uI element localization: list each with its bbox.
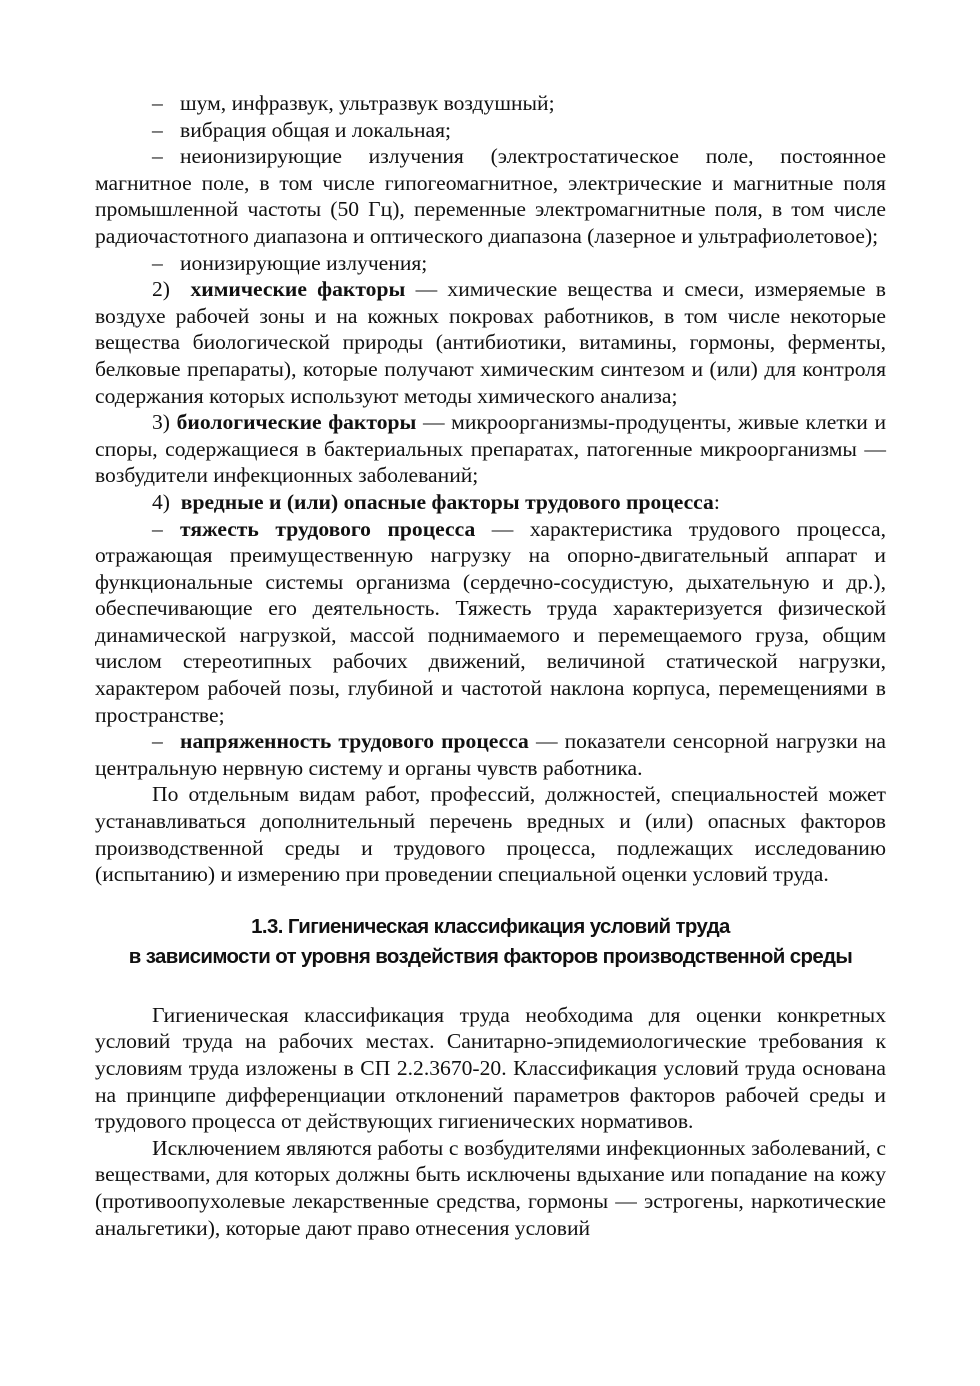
term-labor-intensity: напряженность трудового процесса <box>180 729 529 754</box>
section-heading-line1: 1.3. Гигиеническая классификация условий труда <box>251 915 730 938</box>
dash-marker: – <box>152 729 163 754</box>
definition-text: — микроорганизмы-продуценты, живые клетки и споры, содержащиеся в бактериальных препаратах, патогенные микроорганизмы — возбудители инфекционных заболеваний; <box>95 410 887 488</box>
term-labor-severity: тяжесть трудового процесса <box>180 516 476 541</box>
list-item-vibration <box>95 117 886 144</box>
dash-marker: – <box>152 516 163 541</box>
section-heading-line2: в зависимости от уровня воздействия факторов производственной среды <box>128 945 853 968</box>
document-page <box>95 90 886 1241</box>
dash-marker: – <box>152 250 163 275</box>
definition-text: — характеристика трудового процесса, отражающая преимущественную нагрузку на опорно-двигательный аппарат и функциональные системы организма (сердечно-сосудистую, дыхательную и др.), обеспечивающие его деятельность. Тяжесть труда характеризуется физической динамической нагрузкой, массой поднимаемого и перемещаемого груза, общим числом стереотипных рабочих движений, величиной статической нагрузки, характером рабочей позы, глубиной и частотой наклона корпуса, перемещениями в пространстве; <box>95 516 886 727</box>
list-item-noise <box>95 90 886 117</box>
list-item-labor-severity <box>95 516 886 729</box>
paragraph-text: По отдельным видам работ, профессий, должностей, специальностей может устанавливаться дополнительный перечень вредных и (или) опасных факторов производственной среды и трудового процесса, подлежащих исследованию (испытанию) и измерению при проведении специальной оценки условий труда. <box>95 782 886 887</box>
item-text: шум, инфразвук, ультразвук воздушный; <box>180 91 555 115</box>
item-text: вибрация общая и локальная; <box>180 117 452 142</box>
list-item-labor-intensity <box>95 728 886 781</box>
paragraph-text: Исключением являются работы с возбудителями инфекционных заболеваний, с веществами, для которых должны быть исключены вдыхание или попадание на кожу (противоопухолевые лекарственные средства, гормоны — эстрогены, наркотические анальгетики), которые дают право отнесения условий <box>95 1135 886 1240</box>
section-heading <box>95 912 886 972</box>
list-item-ionizing-radiation <box>95 250 886 277</box>
item-number: 4) <box>152 489 170 514</box>
paragraph-text: Гигиеническая классификация труда необходима для оценки конкретных условий труда на рабочих местах. Санитарно-эпидемиологические требования к условиям труда изложены в СП 2.2.3670-20. Классификация условий труда основана на принципе дифференциации отклонений параметров факторов рабочей среды и трудового процесса от действующих гигиенических нормативов. <box>95 1002 886 1134</box>
paragraph-classification <box>95 1002 886 1135</box>
list-item-nonionizing-radiation <box>95 143 886 249</box>
term-labor-process-factors: вредные и (или) опасные факторы трудового процесса <box>180 489 714 514</box>
paragraph-biological-factors <box>95 409 886 489</box>
item-number: 3) <box>152 410 170 435</box>
dash-marker: – <box>152 117 163 142</box>
item-number: 2) <box>152 277 170 302</box>
definition-text: — химические вещества и смеси, измеряемые в воздухе рабочей зоны и на кожных покровах работников, в том числе некоторые вещества биологической природы (антибиотики, витамины, гормоны, ферменты, белковые препараты), которые получают химическим синтезом и (или) для контроля содержания которых используют методы химического анализа; <box>95 277 886 408</box>
dash-marker: – <box>152 144 163 169</box>
definition-text: : <box>713 489 720 514</box>
paragraph-exceptions <box>95 1135 886 1241</box>
item-text: неионизирующие излучения (электростатическое поле, постоянное магнитное поле, в том числе гипогеомагнитное, электрические и магнитные поля промышленной частоты (50 Гц), переменные электромагнитные поля, в том числе радиочастотного диапазона и оптического диапазона (лазерное и ультрафиолетовое); <box>95 144 886 248</box>
item-text: ионизирующие излучения; <box>180 250 428 275</box>
paragraph-labor-process-factors <box>95 489 886 516</box>
dash-marker: – <box>152 91 163 115</box>
definition-text: — показатели сенсорной нагрузки на центральную нервную систему и органы чувств работника. <box>95 729 886 780</box>
term-biological-factors: биологические факторы <box>176 410 417 435</box>
paragraph-chemical-factors <box>95 276 886 409</box>
paragraph-additional-list <box>95 781 886 887</box>
term-chemical-factors: химические факторы <box>190 277 406 302</box>
